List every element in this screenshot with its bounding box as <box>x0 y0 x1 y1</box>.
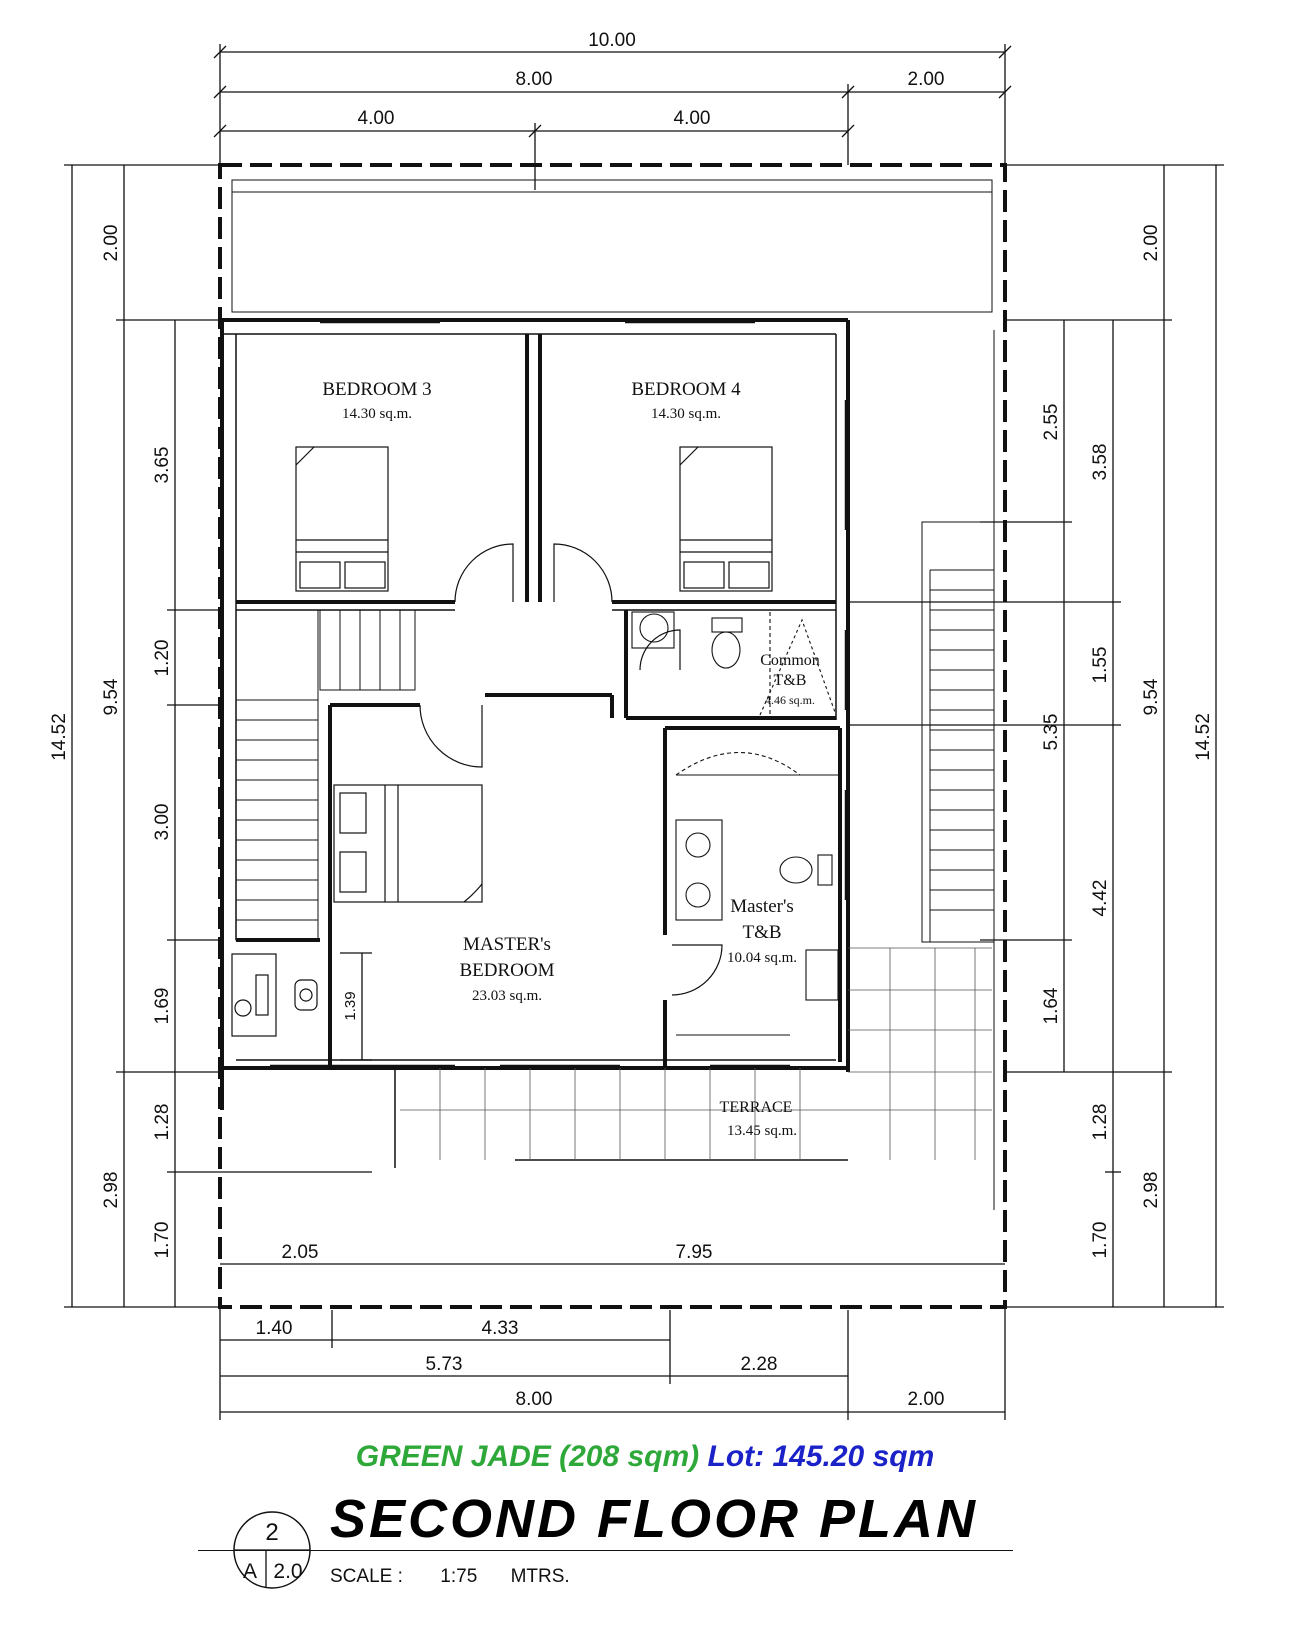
dim-right-a: 2.55 <box>1041 403 1062 441</box>
master-bedroom-name2: BEDROOM <box>459 960 555 981</box>
dim-right-b: 5.35 <box>1041 713 1062 751</box>
bedroom4-area: 14.30 sq.m. <box>650 406 722 422</box>
roof-strip <box>232 180 992 312</box>
dim-right-overall: 14.52 <box>1193 713 1214 761</box>
plan-title: SECOND FLOOR PLAN <box>330 1489 979 1549</box>
model-subtitle <box>0 1440 1290 1474</box>
dim-left-inner: 9.54 <box>101 678 122 716</box>
dim-inner-right: 7.95 <box>675 1242 713 1263</box>
bed-bedroom3 <box>296 447 388 591</box>
common-tb-area: 4.46 sq.m. <box>764 693 816 707</box>
dim-left-bed: 3.65 <box>152 446 173 484</box>
scale-unit: MTRS. <box>510 1566 570 1587</box>
dim-left-stair: 1.20 <box>152 639 173 677</box>
master-tb-area: 10.04 sq.m. <box>726 950 798 966</box>
dim-left-master: 3.00 <box>152 803 173 841</box>
dim-top-left-half: 4.00 <box>357 108 395 129</box>
drawing-number: 2 <box>265 1519 279 1546</box>
dim-left-terrace: 1.28 <box>152 1103 173 1141</box>
dim-right-d: 3.58 <box>1090 443 1111 481</box>
scale-value: 1:75 <box>440 1566 478 1587</box>
right-stairs <box>922 330 994 1210</box>
dim-right-h: 1.70 <box>1090 1221 1111 1259</box>
dim-top-right-half: 4.00 <box>673 108 711 129</box>
sheet-number: 2.0 <box>273 1560 303 1583</box>
bed-master <box>334 785 482 902</box>
doors <box>420 544 722 995</box>
dim-bottom-b: 4.33 <box>481 1318 519 1339</box>
dim-top-side: 2.00 <box>907 69 945 90</box>
dim-right-f: 4.42 <box>1090 879 1111 917</box>
dim-bottom-a: 1.40 <box>255 1318 293 1339</box>
dim-desk-inner: 1.39 <box>342 991 359 1021</box>
model-name: GREEN JADE (208 sqm) <box>355 1440 700 1473</box>
dim-right-top: 2.00 <box>1141 224 1162 262</box>
bedroom4-name: BEDROOM 4 <box>631 379 741 400</box>
dim-bottom-main: 8.00 <box>515 1389 553 1410</box>
dim-right-e: 1.55 <box>1090 646 1111 684</box>
master-tb-name1: Master's <box>730 896 794 917</box>
dim-left-lower: 2.98 <box>101 1171 122 1209</box>
dim-right-c: 1.64 <box>1041 987 1062 1025</box>
dim-left-desk: 1.69 <box>152 987 173 1025</box>
master-tb-name2: T&B <box>742 922 782 943</box>
study-desk <box>232 954 317 1036</box>
lot-boundary <box>220 165 1005 1307</box>
dim-top-main: 8.00 <box>515 69 553 90</box>
lot-area: Lot: 145.20 sqm <box>707 1440 935 1473</box>
bottom-dimensions <box>220 1264 1005 1420</box>
room-labels <box>322 379 819 1139</box>
bedroom3-area: 14.30 sq.m. <box>341 406 413 422</box>
sheet-prefix: A <box>242 1560 258 1583</box>
dim-top-overall: 10.00 <box>588 30 636 51</box>
master-bedroom-area: 23.03 sq.m. <box>471 988 543 1004</box>
dim-inner-left: 2.05 <box>281 1242 319 1263</box>
dim-right-lower: 2.98 <box>1141 1171 1162 1209</box>
left-stairs <box>236 610 415 940</box>
right-dimensions <box>850 165 1224 1307</box>
bed-bedroom4 <box>680 447 772 591</box>
dim-bottom-side: 2.00 <box>907 1389 945 1410</box>
master-bedroom-name1: MASTER's <box>463 934 551 955</box>
dim-left-bottom: 1.70 <box>152 1221 173 1259</box>
dim-bottom-c: 5.73 <box>425 1354 463 1375</box>
terrace-name: TERRACE <box>719 1099 793 1116</box>
title-underline <box>198 1550 1013 1551</box>
terrace-area: 13.45 sq.m. <box>726 1123 798 1139</box>
scale-row <box>330 1566 570 1588</box>
common-tb-name1: Common <box>760 652 820 669</box>
dim-right-g: 1.28 <box>1090 1103 1111 1141</box>
dim-left-top: 2.00 <box>101 224 122 262</box>
bedroom3-name: BEDROOM 3 <box>322 379 432 400</box>
common-tb-name2: T&B <box>773 672 807 689</box>
dim-right-inner: 9.54 <box>1141 678 1162 716</box>
scale-label: SCALE : <box>330 1566 403 1587</box>
dim-bottom-d: 2.28 <box>740 1354 778 1375</box>
top-dimensions <box>214 44 1011 190</box>
dim-left-overall: 14.52 <box>49 713 70 761</box>
